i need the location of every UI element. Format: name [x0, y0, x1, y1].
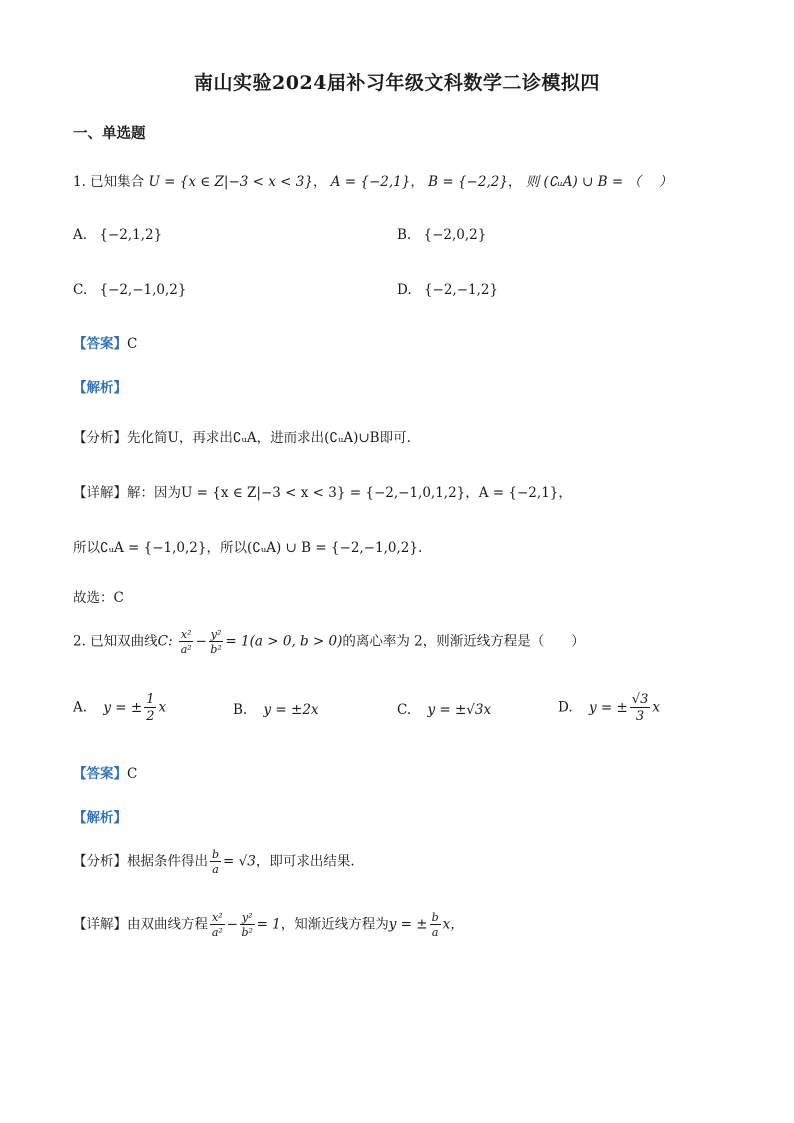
- q1-ask: 则 (∁ᵤA) ∪ B = （ ）: [525, 174, 673, 190]
- q2-option-b[interactable]: [233, 702, 319, 718]
- q2-stem: 2. 已知双曲线C: $\frac{\text{x²}}{\text{a²}}$ − $\frac{\text{y²}}{\text{b²}}$ = 1(a > 0, b > 0)的离心率为 2，则渐近线方程是（ ）: [73, 628, 585, 656]
- detail-tag: 【详解】: [73, 485, 127, 501]
- q1-choose: [73, 586, 124, 606]
- q2-answer: [73, 762, 137, 782]
- q1-set-b: B = {−2,2}: [428, 174, 508, 190]
- q2-option-d[interactable]: D. y = ± $\frac{√3}{3}$ x: [558, 692, 660, 724]
- page-title: 南山实验2024届补习年级文科数学二诊模拟四: [194, 72, 600, 94]
- choose-text: 故选：C: [73, 590, 124, 606]
- q1-option-a[interactable]: [73, 227, 162, 243]
- detail-tag: 【详解】: [73, 916, 127, 933]
- option-label: C.: [73, 282, 88, 298]
- q2-option-c[interactable]: [397, 702, 491, 718]
- option-value: y = ±: [588, 699, 628, 716]
- q1-answer: [73, 332, 137, 352]
- q2-stem-suffix: 的离心率为 2，则渐近线方程是（ ）: [342, 633, 585, 650]
- answer-tag: 【答案】: [73, 766, 127, 782]
- q1-option-d[interactable]: [397, 282, 498, 298]
- q1-detail-2: [73, 536, 422, 556]
- option-label: D.: [397, 282, 412, 298]
- answer-value: C: [127, 336, 138, 352]
- q1-option-c[interactable]: [73, 282, 186, 298]
- answer-value: C: [127, 766, 138, 782]
- q1-fenxi: [73, 426, 411, 446]
- detail-text: 所以∁ᵤA = {−1,0,2}，所以(∁ᵤA) ∪ B = {−2,−1,0,2}.: [73, 540, 423, 556]
- option-value: {−2,−1,0,2}: [99, 282, 187, 298]
- q1-detail-1: [73, 481, 572, 501]
- fraction-b-a: $\frac{b}{a}$: [212, 848, 220, 876]
- fraction-x2-a2: $\frac{\text{x²}}{\text{a²}}$: [180, 628, 192, 656]
- option-value: {−2,1,2}: [99, 227, 163, 243]
- option-label: B.: [233, 702, 248, 718]
- option-label: A.: [73, 699, 88, 716]
- q2-detail: 【详解】由双曲线方程 $\frac{\text{x²}}{\text{a²}}$ − $\frac{\text{y²}}{\text{b²}}$ = 1，知渐近线方程为y = ± $\frac{b}{a}$ x，: [73, 911, 464, 939]
- fraction-sqrt3-3: $\frac{√3}{3}$: [631, 692, 649, 724]
- q1-set-u: U = {x ∈ Z|−3 < x < 3}: [148, 174, 313, 190]
- detail-text: 解：因为U = {x ∈ Z|−3 < x < 3} = {−2,−1,0,1,2}，A = {−2,1}，: [127, 485, 572, 501]
- answer-tag: 【答案】: [73, 336, 127, 352]
- q1-option-b[interactable]: [397, 227, 486, 243]
- section-heading: 一、单选题: [73, 125, 146, 142]
- q2-analysis-heading: [73, 806, 127, 826]
- analysis-tag: 【解析】: [73, 810, 127, 826]
- fraction-y2-b2: $\frac{\text{y²}}{\text{b²}}$: [210, 628, 222, 656]
- option-value: y = ±2x: [263, 702, 319, 718]
- fraction-1-2: $\frac{1}{2}$: [146, 692, 155, 724]
- q2-fenxi: 【分析】根据条件得出 $\frac{b}{a}$ = √3，即可求出结果.: [73, 848, 355, 876]
- option-value: {−2,−1,2}: [423, 282, 499, 298]
- option-value: y = ±√3x: [427, 702, 492, 718]
- fraction-b-a: $\frac{b}{a}$: [431, 911, 439, 939]
- q1-stem: 1. 已知集合 U = {x ∈ Z|−3 < x < 3}， A = {−2,1}， B = {−2,2}， 则 (∁ᵤA) ∪ B = （ ）: [73, 174, 673, 190]
- option-label: A.: [73, 227, 88, 243]
- q2-condition: = 1(a > 0, b > 0): [225, 633, 343, 650]
- option-value: y = ±: [103, 699, 143, 716]
- fenxi-tag: 【分析】: [73, 853, 127, 870]
- q1-analysis-heading: [73, 376, 127, 396]
- q2-curve-name: C:: [157, 633, 173, 650]
- fraction-x2-a2: $\frac{\text{x²}}{\text{a²}}$: [211, 911, 223, 939]
- option-label: B.: [397, 227, 412, 243]
- q2-stem-prefix: 2. 已知双曲线: [73, 633, 158, 650]
- option-label: D.: [558, 699, 573, 716]
- q1-stem-prefix: 1. 已知集合: [73, 174, 145, 190]
- analysis-tag: 【解析】: [73, 380, 127, 396]
- fenxi-tag: 【分析】: [73, 430, 127, 446]
- q1-set-a: A = {−2,1}: [330, 174, 411, 190]
- option-label: C.: [397, 702, 412, 718]
- option-value: {−2,0,2}: [423, 227, 487, 243]
- fraction-y2-b2: $\frac{\text{y²}}{\text{b²}}$: [241, 911, 253, 939]
- fenxi-text: 先化简U，再求出∁ᵤA，进而求出(∁ᵤA)∪B即可.: [127, 430, 411, 446]
- q2-option-a[interactable]: A. y = ± $\frac{1}{2}$ x: [73, 692, 167, 724]
